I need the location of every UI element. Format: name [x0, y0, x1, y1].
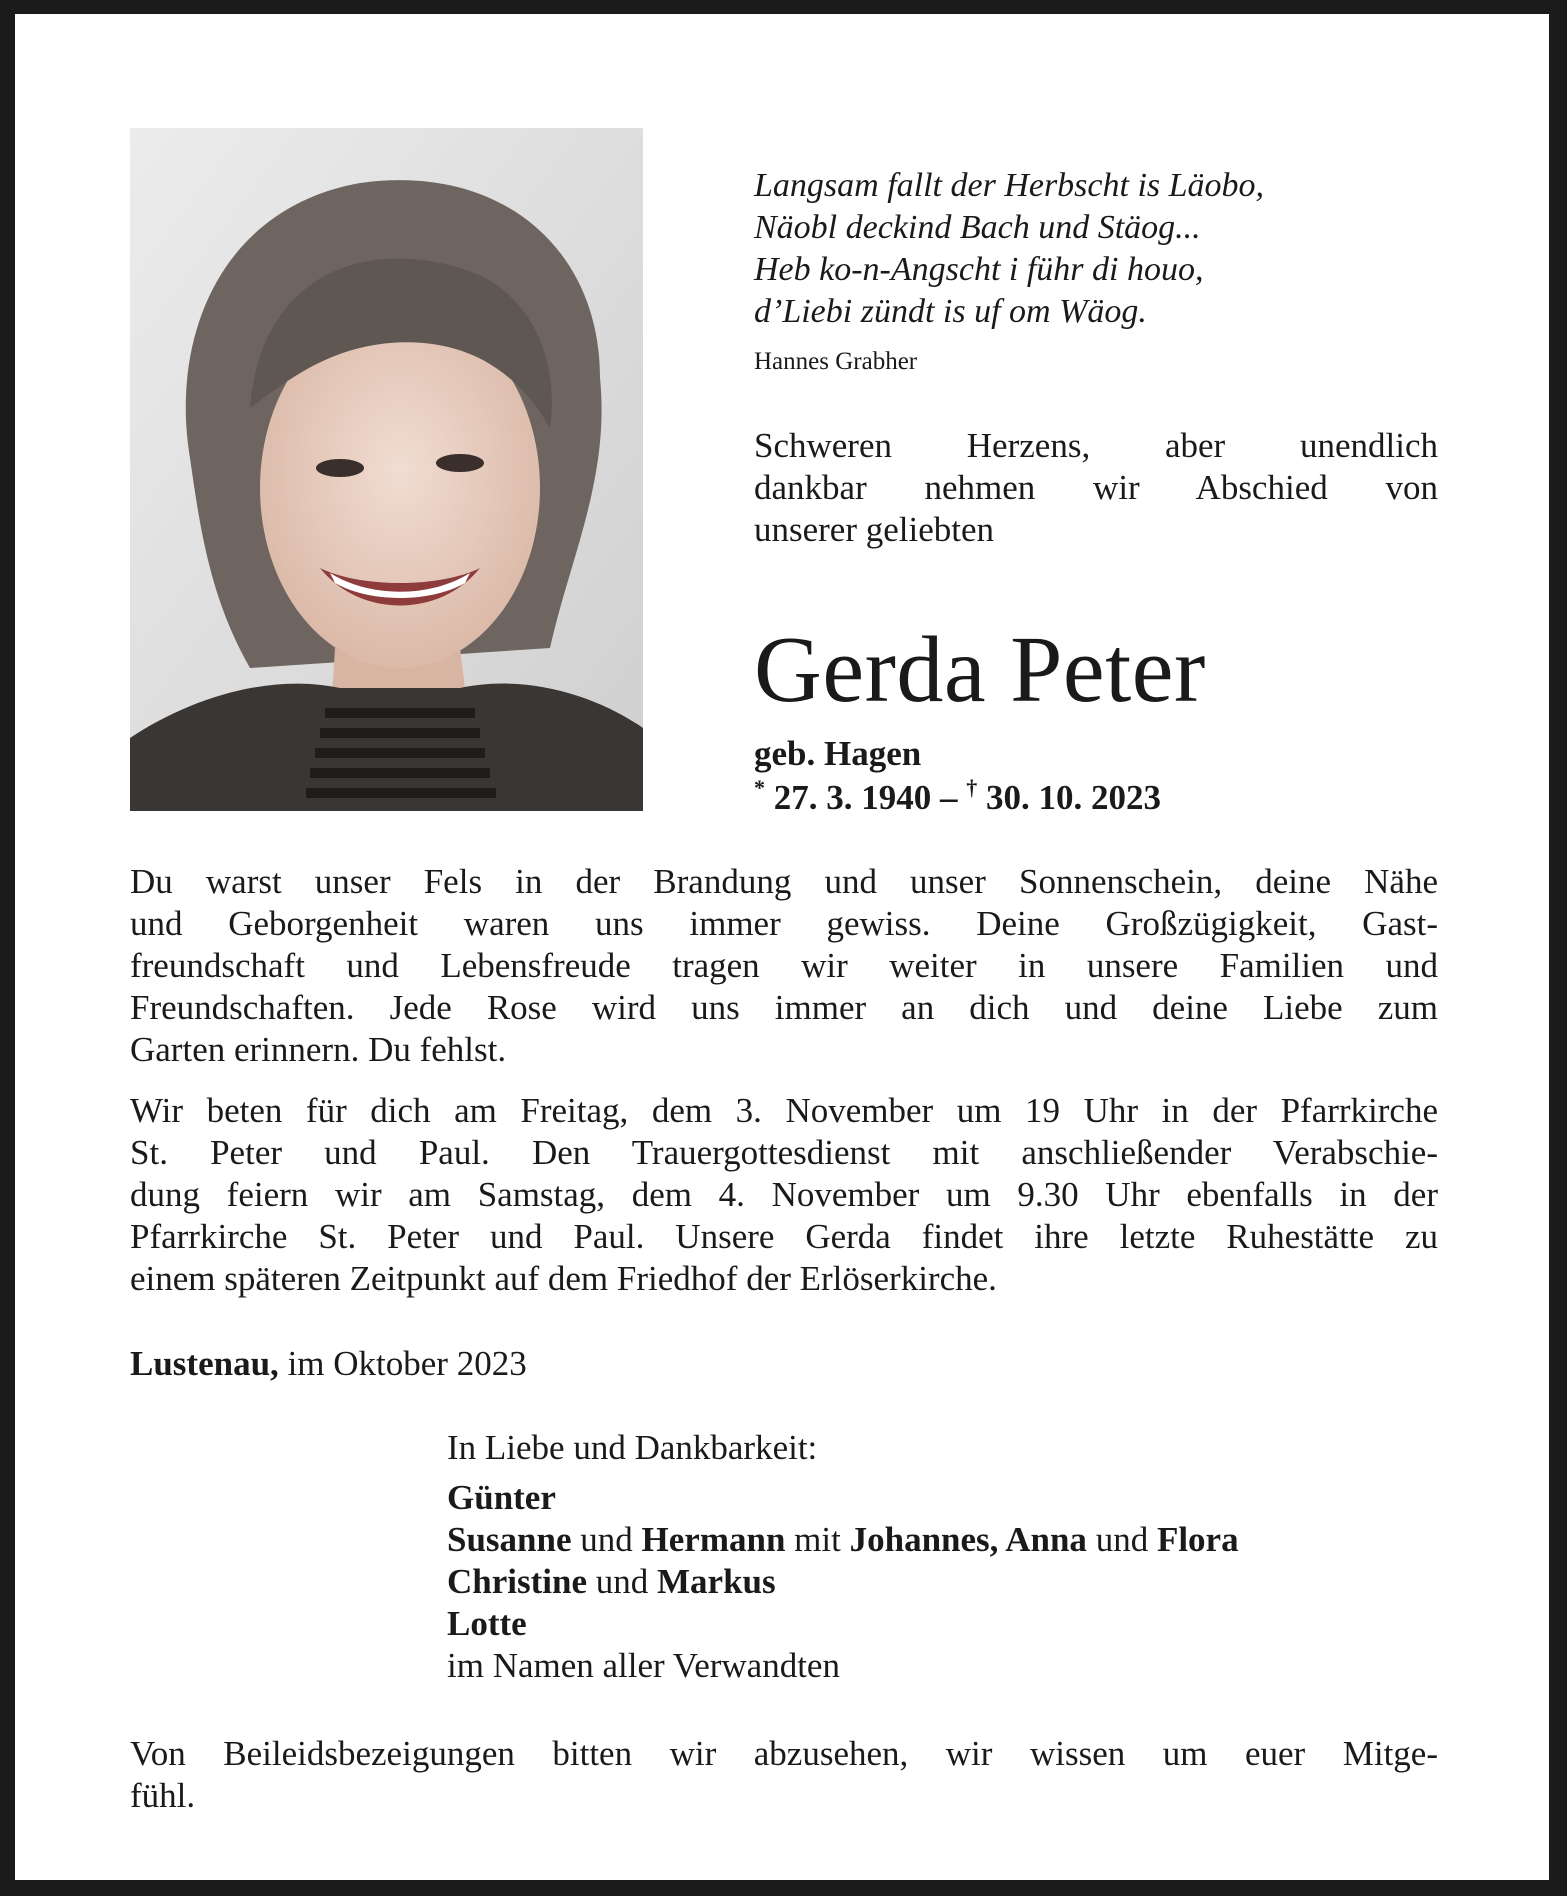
family-member: Lotte: [447, 1604, 527, 1643]
family-closing: im Namen aller Verwandten: [447, 1646, 840, 1685]
tribute-line: Du warst unser Fels in der Brandung und unser Sonnenschein, deine Nähe: [130, 862, 1438, 901]
poem-line: Langsam fallt der Herbscht is Läobo,: [754, 167, 1265, 204]
family-member: Hermann: [641, 1520, 786, 1559]
service-line: Wir beten für dich am Freitag, dem 3. November um 19 Uhr in der Pfarrkirche: [130, 1091, 1438, 1130]
family-heading: In Liebe und Dankbarkeit:: [447, 1428, 818, 1467]
family-conjunction: mit: [794, 1520, 841, 1559]
family-member: Johannes, Anna: [849, 1520, 1087, 1559]
tribute-line: und Geborgenheit waren uns immer gewiss. Deine Großzügigkeit, Gast-: [130, 904, 1438, 943]
life-dates: [754, 777, 1161, 819]
family-conjunction: und: [580, 1520, 633, 1559]
death-date: 30. 10. 2023: [986, 778, 1161, 817]
portrait-photo: [130, 128, 643, 811]
death-symbol: †: [966, 775, 978, 800]
family-member: Markus: [657, 1562, 776, 1601]
poem-line: Näobl deckind Bach und Stäog...: [754, 209, 1201, 246]
condolence-note: [130, 1733, 1438, 1817]
place-date: [130, 1343, 527, 1385]
family-signature: [447, 1427, 1239, 1687]
birth-name: geb. Hagen: [754, 734, 922, 773]
service-paragraph: [130, 1090, 1438, 1300]
place-town: Lustenau,: [130, 1344, 279, 1383]
family-member: Günter: [447, 1478, 556, 1517]
poem: [754, 165, 1454, 379]
deceased-name: Gerda Peter: [754, 618, 1206, 722]
poem-line: d’Liebi zündt is uf om Wäog.: [754, 293, 1147, 330]
service-line: einem späteren Zeitpunkt auf dem Friedhof der Erlöserkirche.: [130, 1259, 997, 1298]
condolence-line: fühl.: [130, 1776, 196, 1815]
birth-date: 27. 3. 1940: [773, 778, 932, 817]
intro-text: [754, 425, 1438, 551]
intro-line: dankbar nehmen wir Abschied von: [754, 468, 1438, 507]
family-line: [447, 1519, 1239, 1561]
poem-line: Heb ko-n-Angscht i führ di houo,: [754, 251, 1204, 288]
family-member: Flora: [1156, 1520, 1239, 1559]
service-line: Pfarrkirche St. Peter und Paul. Unsere Gerda findet ihre letzte Ruhestätte zu: [130, 1217, 1438, 1256]
poem-author: Hannes Grabher: [754, 348, 918, 375]
family-conjunction: und: [1095, 1520, 1149, 1559]
intro-line: Schweren Herzens, aber unendlich: [754, 426, 1438, 465]
tribute-paragraph: [130, 861, 1438, 1071]
service-line: St. Peter und Paul. Den Trauergottesdienst mit anschließender Verabschie-: [130, 1133, 1438, 1172]
family-line: [447, 1561, 1239, 1603]
date-dash: –: [940, 778, 958, 817]
service-line: dung feiern wir am Samstag, dem 4. November um 9.30 Uhr ebenfalls in der: [130, 1175, 1438, 1214]
condolence-line: Von Beileidsbezeigungen bitten wir abzusehen, wir wissen um euer Mitge-: [130, 1734, 1438, 1773]
tribute-line: freundschaft und Lebensfreude tragen wir weiter in unsere Familien und: [130, 946, 1438, 985]
place-month: im Oktober 2023: [287, 1344, 527, 1383]
tribute-line: Garten erinnern. Du fehlst.: [130, 1030, 507, 1069]
family-member: Christine: [447, 1562, 587, 1601]
intro-line: unserer geliebten: [754, 510, 995, 549]
birth-symbol: *: [754, 775, 765, 800]
family-conjunction: und: [595, 1562, 649, 1601]
tribute-line: Freundschaften. Jede Rose wird uns immer an dich und deine Liebe zum: [130, 988, 1438, 1027]
family-member: Susanne: [447, 1520, 572, 1559]
